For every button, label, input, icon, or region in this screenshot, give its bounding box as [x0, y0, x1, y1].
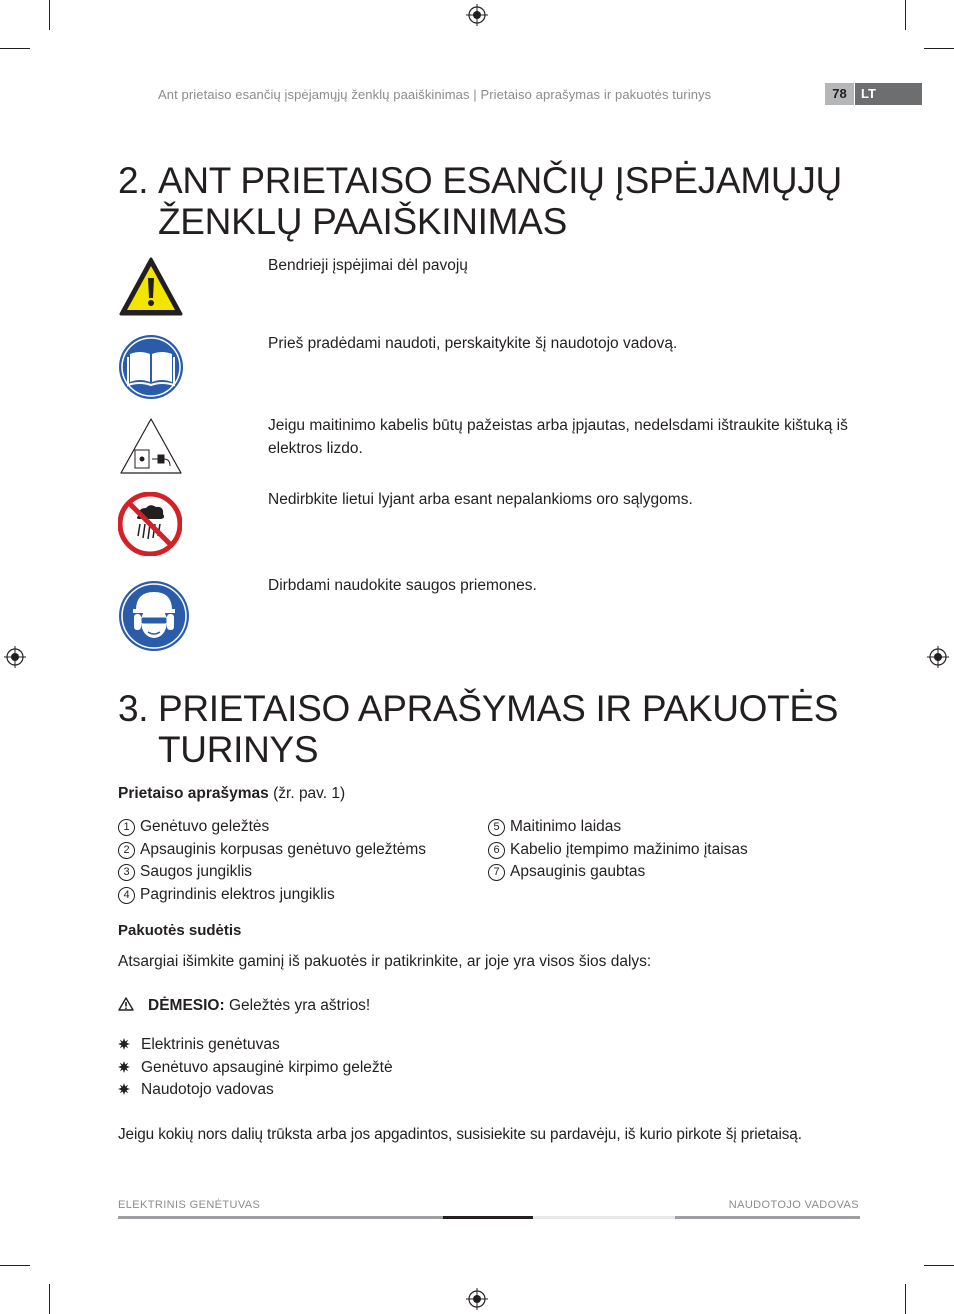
- registration-mark-icon: [927, 646, 949, 668]
- part-number: 7: [488, 864, 505, 881]
- part-number: 1: [118, 819, 135, 836]
- heading-line: ŽENKLŲ PAAIŠKINIMAS: [158, 201, 567, 242]
- crop-mark: [924, 1265, 954, 1266]
- attention-label: DĖMESIO:: [148, 997, 225, 1014]
- registration-mark-icon: [4, 646, 26, 668]
- attention-text: Geležtės yra aštrios!: [228, 997, 371, 1014]
- crop-mark: [924, 48, 954, 49]
- closing-note: Jeigu kokių nors dalių trūksta arba jos apgadintos, susisiekite su pardavėju, iš kurio pirkote šį prietaisą.: [118, 1126, 802, 1143]
- list-item: [118, 816, 426, 839]
- section-number: 3.: [118, 688, 149, 729]
- crop-mark: [0, 1265, 30, 1266]
- registration-mark-icon: [466, 1288, 488, 1310]
- list-item: [118, 861, 426, 884]
- part-label: Apsauginis korpusas genėtuvo geležtėms: [140, 840, 427, 858]
- part-number: 2: [118, 842, 135, 859]
- part-label: Apsauginis gaubtas: [510, 863, 646, 880]
- attention-note: [118, 995, 370, 1018]
- package-items-list: [118, 1034, 393, 1102]
- warning-triangle-icon: [118, 256, 184, 318]
- package-intro: Atsargiai išimkite gaminį iš pakuotės ir patikrinkite, ar joje yra visos šios dalys:: [118, 953, 652, 970]
- part-number: 4: [118, 887, 135, 904]
- footer-rule: [533, 1216, 675, 1219]
- crop-mark: [0, 48, 30, 49]
- section-2-heading: [118, 160, 842, 242]
- sign-description: Prieš pradėdami naudoti, perskaitykite šį naudotojo vadovą.: [268, 335, 678, 352]
- list-item: [488, 816, 748, 839]
- bullet-icon: [118, 1083, 130, 1095]
- sign-description: Dirbdami naudokite saugos priemones.: [268, 577, 537, 594]
- part-label: Saugos jungiklis: [140, 863, 253, 880]
- part-label: Genėtuvo geležtės: [140, 818, 270, 835]
- footer-document-type: NAUDOTOJO VADOVAS: [728, 1199, 859, 1211]
- section-number: 2.: [118, 160, 149, 201]
- part-number: 5: [488, 819, 505, 836]
- package-item-label: Elektrinis genėtuvas: [141, 1036, 280, 1053]
- registration-mark-icon: [466, 4, 488, 26]
- footer-rule: [118, 1216, 443, 1219]
- sign-description: Jeigu maitinimo kabelis būtų pažeistas arba įpjautas, nedelsdami ištraukite kištuką iš elektros lizdo.: [268, 417, 848, 457]
- warning-small-icon: [118, 997, 134, 1011]
- bullet-icon: [118, 1061, 130, 1073]
- part-label: Kabelio įtempimo mažinimo įtaisas: [510, 840, 748, 858]
- parts-list-right: [488, 816, 748, 884]
- no-rain-icon: [118, 492, 182, 556]
- part-number: 3: [118, 864, 135, 881]
- crop-mark: [49, 1284, 50, 1314]
- list-item: [118, 839, 426, 862]
- bullet-icon: [118, 1038, 130, 1050]
- list-item: [488, 861, 748, 884]
- part-number: 6: [488, 842, 505, 859]
- figure-reference: (žr. pav. 1): [273, 785, 346, 802]
- heading-line: PRIETAISO APRAŠYMAS IR PAKUOTĖS: [158, 688, 839, 729]
- crop-mark: [49, 0, 50, 30]
- page-number: 78: [825, 83, 854, 105]
- list-item: [118, 1079, 393, 1102]
- package-item-label: Genėtuvo apsauginė kirpimo geležtė: [141, 1058, 393, 1076]
- read-manual-icon: [118, 334, 184, 400]
- list-item: [118, 884, 426, 907]
- language-tab: LT: [855, 83, 922, 105]
- section-3-heading: [118, 688, 838, 770]
- package-heading: Pakuotės sudėtis: [118, 922, 242, 939]
- crop-mark: [905, 1284, 906, 1314]
- part-label: Maitinimo laidas: [510, 818, 622, 835]
- sign-description: Nedirbkite lietui lyjant arba esant nepalankioms oro sąlygoms.: [268, 491, 693, 508]
- footer-rule: [443, 1216, 533, 1219]
- part-label: Pagrindinis elektros jungiklis: [140, 885, 335, 903]
- running-header: Ant prietaiso esančių įspėjamųjų ženklų paaiškinimas | Prietaiso aprašymas ir pakuotės turinys: [158, 87, 712, 102]
- list-item: [118, 1057, 393, 1080]
- footer-product-name: ELEKTRINIS GENĖTUVAS: [118, 1199, 261, 1211]
- package-item-label: Naudotojo vadovas: [141, 1081, 274, 1098]
- description-heading: [118, 783, 345, 806]
- unplug-cable-icon: [118, 416, 184, 476]
- footer-rule: [675, 1216, 860, 1219]
- protective-gear-icon: [118, 580, 190, 652]
- crop-mark: [905, 0, 906, 30]
- parts-list-left: [118, 816, 426, 906]
- list-item: [118, 1034, 393, 1057]
- list-item: [488, 839, 748, 862]
- heading-line: TURINYS: [158, 729, 319, 770]
- heading-line: ANT PRIETAISO ESANČIŲ ĮSPĖJAMŲJŲ: [158, 160, 842, 201]
- sign-description: Bendrieji įspėjimai dėl pavojų: [268, 257, 468, 274]
- description-heading-label: Prietaiso aprašymas: [118, 785, 269, 802]
